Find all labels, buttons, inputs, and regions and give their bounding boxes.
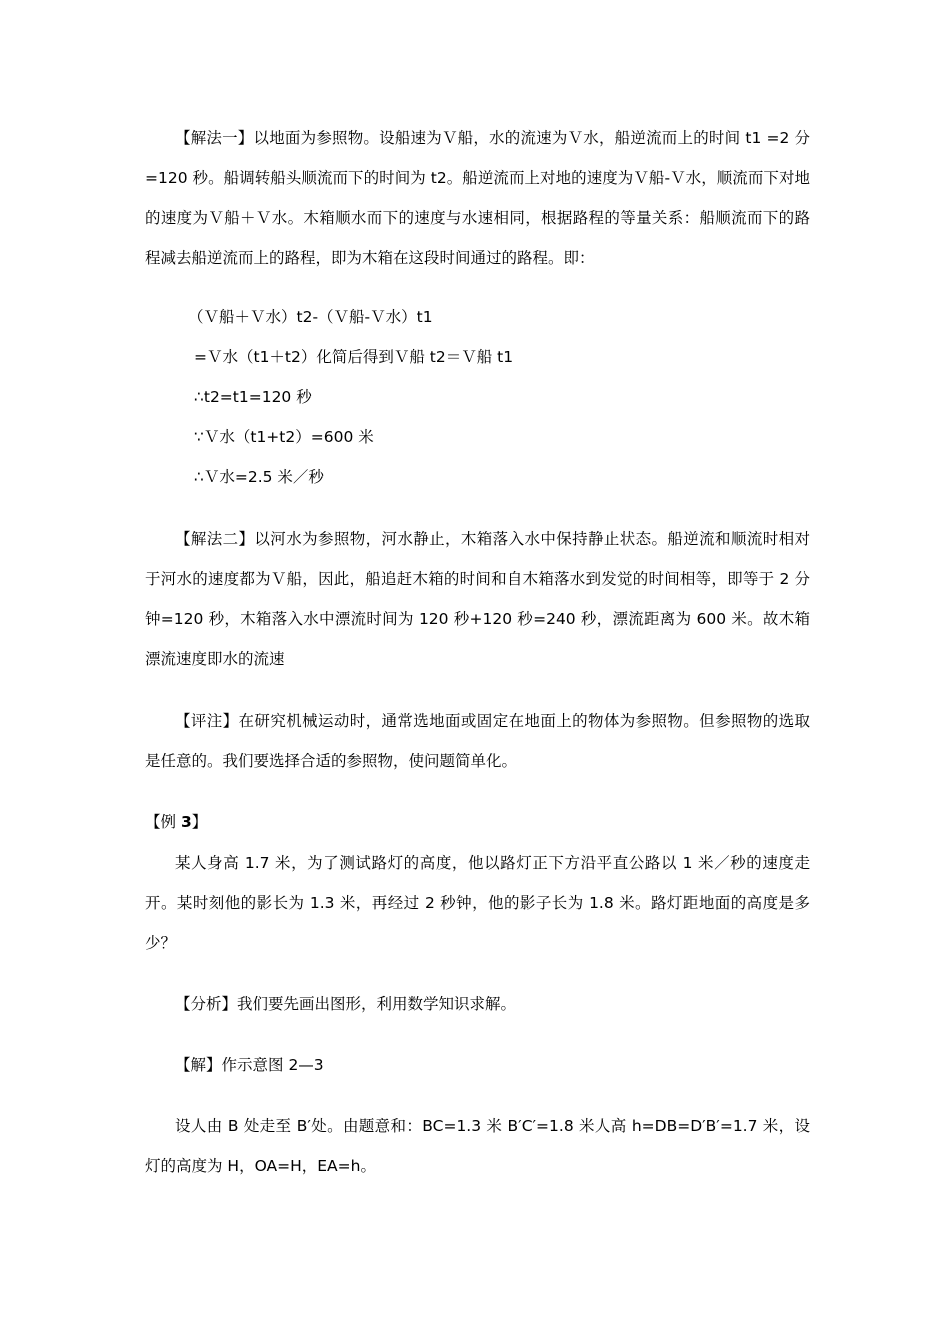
solution2-label: 【解法二】: [175, 530, 255, 548]
solution-label: 【解】: [175, 1056, 222, 1074]
equation-line-5: ∴Ｖ水=2.5 米／秒: [194, 468, 324, 486]
solution2-paragraph: [145, 519, 810, 679]
equation-line-2: =Ｖ水（t1＋t2）化简后得到Ｖ船 t2＝Ｖ船 t1: [194, 348, 514, 366]
solution1-label: 【解法一】: [175, 129, 254, 147]
analysis-paragraph: [145, 984, 810, 1024]
solution-heading: [145, 1045, 810, 1085]
example3-problem: 某人身高 1.7 米，为了测试路灯的高度，他以路灯正下方沿平直公路以 1 米／秒的速度走开。某时刻他的影长为 1.3 米，再经过 2 秒钟，他的影子长为 1.8 米。路灯距地面的高度是多少？: [145, 854, 810, 952]
equation-line-4: ∵Ｖ水（t1+t2）=600 米: [194, 428, 374, 446]
equation-line-1: （Ｖ船＋Ｖ水）t2-（Ｖ船-Ｖ水）t1: [188, 308, 433, 326]
solution2-text: 以河水为参照物，河水静止，木箱落入水中保持静止状态。船逆流和顺流时相对于河水的速度都为Ｖ船，因此，船追赶木箱的时间和自木箱落水到发觉的时间相等，即等于 2 分钟=120 秒，木箱落入水中漂流时间为 120 秒+120 秒=240 秒，漂流距离为 600 米。故木箱漂流速度即水的流速: [145, 530, 810, 668]
analysis-label: 【分析】: [175, 995, 238, 1013]
solution1-text: 以地面为参照物。设船速为Ｖ船，水的流速为Ｖ水，船逆流而上的时间 t1 =2 分=120 秒。船调转船头顺流而下的时间为 t2。船逆流而上对地的速度为Ｖ船-Ｖ水，顺流而下对地的速度为Ｖ船＋Ｖ水。木箱顺水而下的速度与水速相同，根据路程的等量关系：船顺流而下的路程减去船逆流而上的路程，即为木箱在这段时间通过的路程。即：: [145, 129, 810, 267]
equation-line-3: ∴t2=t1=120 秒: [194, 388, 312, 406]
example3-heading: 【例 3】: [145, 813, 208, 831]
setup-paragraph: 设人由 B 处走至 B′处。由题意和：BC=1.3 米 B′C′=1.8 米人高 h=DB=D′B′=1.7 米，设灯的高度为 H，OA=H，EA=h。: [145, 1117, 810, 1175]
example3-number: 3: [180, 813, 192, 831]
solution-text: 作示意图 2—3: [221, 1056, 324, 1074]
comment-text: 在研究机械运动时，通常选地面或固定在地面上的物体为参照物。但参照物的选取是任意的。我们要选择合适的参照物，使问题简单化。: [145, 712, 810, 770]
solution1-paragraph: [145, 118, 810, 278]
comment-paragraph: [145, 701, 810, 781]
analysis-text: 我们要先画出图形，利用数学知识求解。: [237, 995, 517, 1013]
comment-label: 【评注】: [175, 712, 239, 730]
